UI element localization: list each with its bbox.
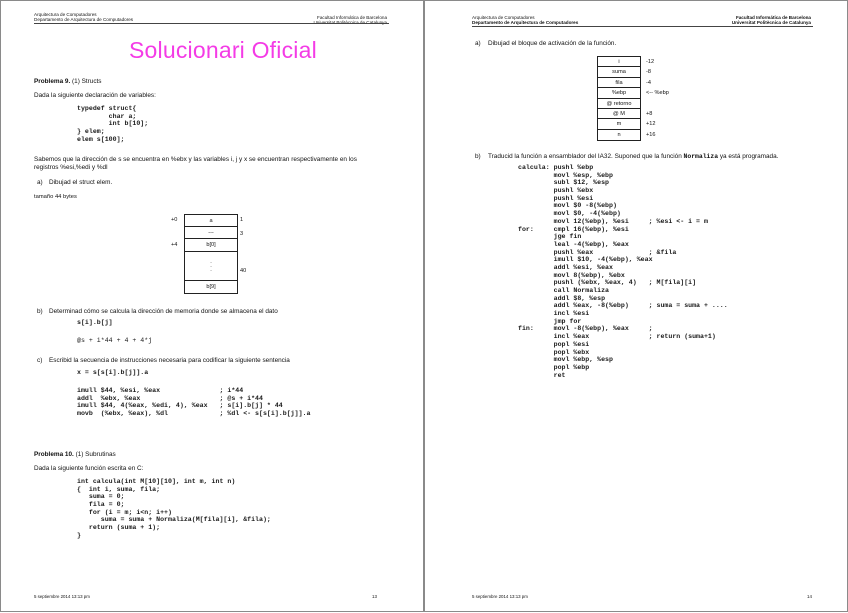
question-a-label: a) <box>475 40 481 47</box>
header-rule <box>472 26 813 27</box>
header-faculty: Facultad Informática de Barcelona <box>735 15 811 20</box>
mem-cell-b9: b[9] <box>206 284 216 290</box>
mem-cell-dots: . . . <box>185 252 237 281</box>
asm-line: leal -4(%ebp), %eax <box>518 240 629 248</box>
c-code-line: int calcula(int M[10][10], int m, int n) <box>77 478 236 485</box>
c-code-line: fila = 0; <box>77 501 125 509</box>
offset-plus0: +0 <box>171 217 178 223</box>
struct-code-line: elem s[100]; <box>77 135 125 143</box>
registers-text-line-1: Sabemos que la dirección de s se encuentra en %ebx y las variables i, j y x se encuentran respectivamente en los <box>34 156 357 163</box>
question-a-label: a) <box>37 179 43 186</box>
question-b-label: b) <box>37 308 43 315</box>
problem-10-heading <box>34 451 116 459</box>
problem-10-tag: (1) Subrutinas <box>75 451 116 458</box>
problem-9-tag: (1) Structs <box>72 78 102 85</box>
header-rule <box>34 23 389 24</box>
struct-code-line: typedef struct{ <box>77 105 137 112</box>
mem-cell-a: a <box>185 215 237 227</box>
asm-line: calcula: pushl %ebp <box>518 164 594 171</box>
mem-cell-b0: b[0] <box>185 239 237 252</box>
asm-line: pushl (%ebx, %eax, 4) ; M[fila][i] <box>518 279 697 287</box>
asm-line: call Normaliza <box>518 287 610 294</box>
problem-9-intro: Dada la siguiente declaración de variables: <box>34 92 156 99</box>
asm-line: popl %ebx <box>518 348 590 356</box>
header-faculty: Facultad Informática de Barcelona <box>317 15 387 20</box>
c-code-line: } <box>77 531 81 539</box>
stack-offset-label: -8 <box>646 69 651 76</box>
asm-line: pushl %eax ; &fila <box>518 248 677 256</box>
c-code <box>77 478 271 540</box>
watermark: Solucionari Oficial <box>129 37 317 63</box>
asm-line: jmp for <box>518 317 582 325</box>
stack-cell: suma <box>598 67 640 77</box>
stack-offset-label: -12 <box>646 59 655 65</box>
asm-line: fin: movl -8(%ebp), %eax ; <box>518 325 653 333</box>
size-40: 40 <box>240 268 247 274</box>
footer-page-number: 14 <box>807 594 812 599</box>
question-b-expr: s[i].b[j] <box>77 319 113 326</box>
struct-code-line: } elem; <box>77 128 105 136</box>
stack-offset-label: +12 <box>646 121 656 128</box>
question-a-text: Dibujad el bloque de activación de la función. <box>488 40 617 47</box>
asm-c-line: movb (%ebx, %eax), %dl ; %dl <- s[s[i].b[j]].a <box>77 410 311 418</box>
header-course: Arquitectura de Computadores <box>472 15 535 20</box>
asm-line: pushl %ebx <box>518 187 594 195</box>
asm-c-line: imull $44, 4(%eax, %edi, 4), %eax ; s[i].b[j] * 44 <box>77 402 283 410</box>
question-b-text-post: ya está programada. <box>718 153 779 160</box>
page-header-left <box>472 15 578 25</box>
asm-listing <box>518 164 728 379</box>
c-code-line: return (suma + 1); <box>77 524 161 532</box>
asm-line: movl 12(%ebp), %esi ; %esi <- i = m <box>518 217 708 225</box>
asm-line: movl %esp, %ebp <box>518 171 613 179</box>
struct-memory-diagram <box>184 214 238 294</box>
header-course: Arquitectura de Computadores <box>34 12 97 17</box>
asm-line: popl %ebp <box>518 363 590 371</box>
size-1: 1 <box>240 217 244 223</box>
question-b-text: Determinad cómo se calcula la dirección de memoria donde se almacena el dato <box>49 308 278 315</box>
offset-plus4: +4 <box>171 242 178 248</box>
question-c-expr: x = s[s[i].b[j]].a <box>77 369 149 376</box>
stack-cell: %ebp <box>598 88 640 98</box>
question-b-text <box>488 153 778 161</box>
asm-line: pushl %esi <box>518 194 594 202</box>
asm-line: imull $10, -4(%ebp), %eax <box>518 256 653 264</box>
question-c-text: Escribid la secuencia de instrucciones necesaria para codificar la siguiente sentencia <box>49 357 290 364</box>
footer-date: 5 septiembre 2014 13:13 pm <box>472 594 528 599</box>
asm-line: popl %esi <box>518 340 590 348</box>
asm-line: movl 8(%ebp), %ebx <box>518 271 625 279</box>
page-header-left <box>34 12 133 22</box>
asm-line: addl %eax, -8(%ebp) ; suma = suma + .... <box>518 302 728 310</box>
stack-cell: m <box>598 119 640 129</box>
problem-9-heading <box>34 78 102 86</box>
stack-cell: @ M <box>598 109 640 119</box>
asm-line: jge fin <box>518 233 582 241</box>
asm-line: addl %esi, %eax <box>518 263 613 271</box>
problem-10-intro: Dada la siguiente función escrita en C: <box>34 465 144 472</box>
asm-line: addl $8, %esp <box>518 294 606 302</box>
header-department: Departamento de Arquitectura de Computadores <box>34 17 134 23</box>
c-code-line: suma = 0; <box>77 493 125 501</box>
problem-10-title: Problema 10. <box>34 451 74 458</box>
asm-line: ret <box>518 371 566 379</box>
stack-cell: @ retorno <box>598 99 640 109</box>
question-b-func: Normaliza <box>683 153 719 160</box>
size-note: tamaño 44 bytes <box>34 194 77 200</box>
struct-code-line: char a; <box>77 112 137 120</box>
c-code-line: suma = suma + Normaliza(M[fila][i], &fila); <box>77 516 271 524</box>
asm-line: subl $12, %esp <box>518 179 610 187</box>
page-header-right <box>732 15 811 25</box>
stack-cell: i <box>598 57 640 67</box>
activation-block-diagram <box>597 56 641 141</box>
asm-line: incl %eax ; return (suma+1) <box>518 333 716 341</box>
registers-text-line-2: registros %esi,%edi y %dl <box>34 164 108 171</box>
asm-line: movl $0 -8(%ebp) <box>518 202 617 210</box>
question-b-text-pre: Traducid la función a ensamblador del IA32. Suponed que la función <box>488 153 684 160</box>
size-3: 3 <box>240 231 244 237</box>
stack-offset-label: +16 <box>646 131 656 138</box>
asm-c-line: addl %ebx, %eax ; @s + i*44 <box>77 394 263 402</box>
header-university: Universitat Politècnica de Catalunya <box>731 20 811 26</box>
struct-code <box>77 105 148 143</box>
question-b-answer: @s + i*44 + 4 + 4*j <box>77 337 153 344</box>
question-b-label: b) <box>475 153 481 160</box>
asm-line: movl $0, -4(%ebp) <box>518 210 621 218</box>
stack-offset-label: -4 <box>646 79 651 86</box>
stack-offset-label: +8 <box>646 111 653 117</box>
asm-line: incl %esi <box>518 310 590 318</box>
asm-c-code <box>77 387 310 418</box>
question-a-text: Dibujad el struct elem. <box>49 179 113 186</box>
footer-date: 5 septiembre 2014 13:13 pm <box>34 594 90 599</box>
stack-cell: n <box>617 131 621 138</box>
c-code-line: { int i, suma, fila; <box>77 485 161 493</box>
problem-9-title: Problema 9. <box>34 78 71 85</box>
struct-code-line: int b[10]; <box>77 120 149 128</box>
asm-line: movl %ebp, %esp <box>518 356 613 364</box>
header-university: Universitat Politècnica de Catalunya <box>313 20 387 26</box>
header-department: Departamento de Arquitectura de Computadores <box>472 20 579 26</box>
question-c-label: c) <box>37 357 43 364</box>
mem-cell-padding: --- <box>185 227 237 239</box>
left-page <box>0 0 424 612</box>
asm-line: for: cmpl 16(%ebp), %esi <box>518 225 629 233</box>
asm-c-line: imull $44, %esi, %eax ; i*44 <box>77 387 244 394</box>
stack-offset-label: <-- %ebp <box>646 90 669 97</box>
c-code-line: for (i = m; i<n; i++) <box>77 508 172 516</box>
stack-cell: fila <box>598 78 640 88</box>
footer-page-number: 13 <box>372 594 377 599</box>
